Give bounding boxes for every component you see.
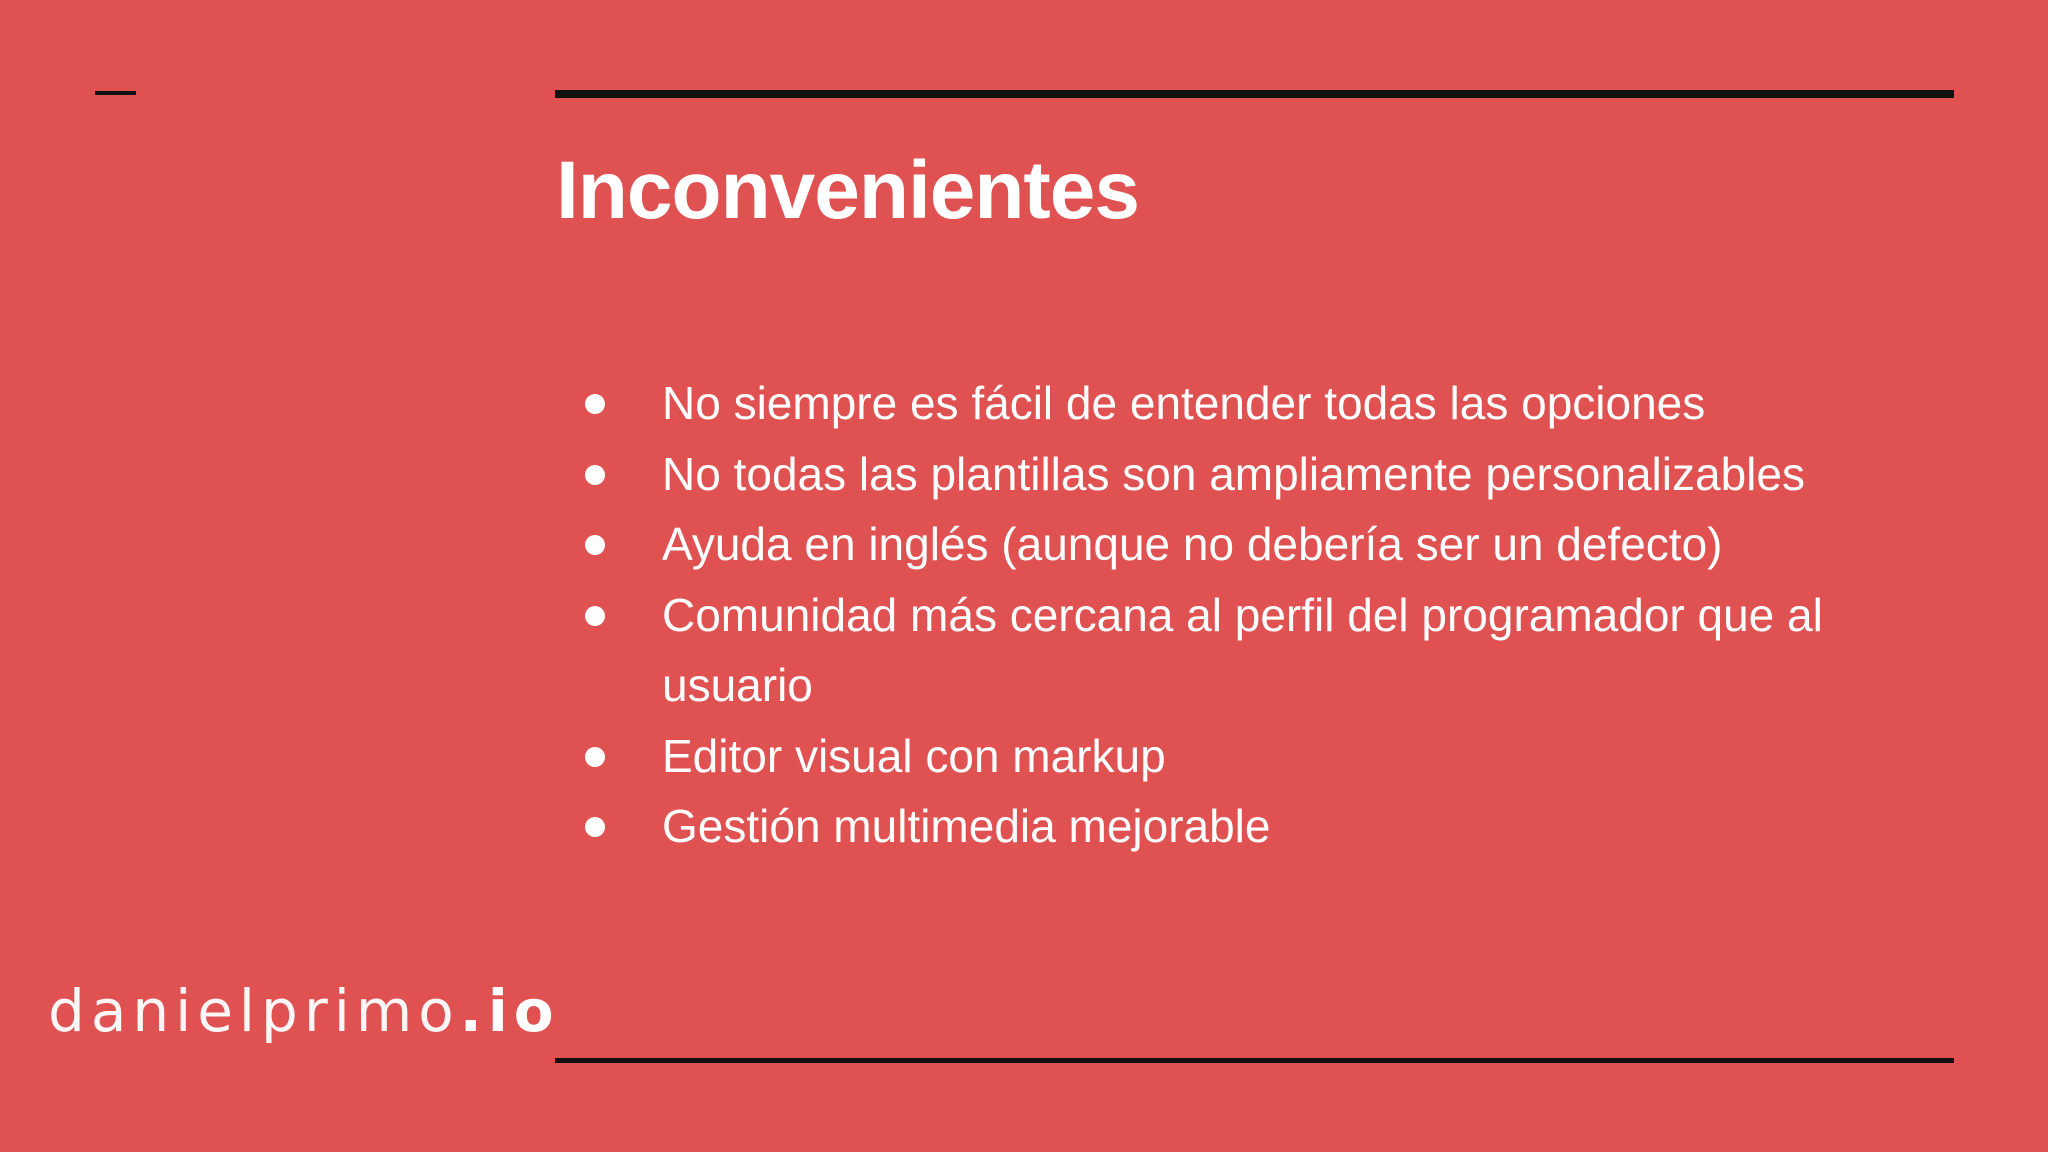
bullet-item bbox=[570, 791, 1950, 862]
bullet-dot-icon bbox=[585, 747, 605, 767]
logo-part-domain: .io bbox=[459, 977, 560, 1045]
bullet-dot-icon bbox=[585, 394, 605, 414]
bullet-dot-icon bbox=[585, 535, 605, 555]
top-rule bbox=[555, 90, 1954, 98]
bullet-item bbox=[570, 368, 1950, 439]
bottom-rule bbox=[555, 1058, 1954, 1063]
logo-part-daniel: daniel bbox=[48, 977, 262, 1045]
bullet-text: Gestión multimedia mejorable bbox=[662, 800, 1271, 852]
bullet-item bbox=[570, 439, 1950, 510]
bullet-list bbox=[570, 368, 1950, 862]
decorative-dash bbox=[95, 91, 136, 95]
bullet-item bbox=[570, 580, 1950, 721]
bullet-dot-icon bbox=[585, 606, 605, 626]
bullet-text: Editor visual con markup bbox=[662, 729, 1166, 782]
bullet-text: No todas las plantillas son ampliamente personalizables bbox=[662, 447, 1805, 500]
slide-title: Inconvenientes bbox=[556, 145, 1139, 236]
bullet-item bbox=[570, 509, 1950, 580]
bullet-dot-icon bbox=[585, 465, 605, 485]
logo-part-primo: primo bbox=[261, 977, 460, 1045]
bullet-text: Comunidad más cercana al perfil del programador que al usuario bbox=[662, 588, 1823, 711]
brand-logo bbox=[48, 977, 560, 1045]
bullet-text: No siempre es fácil de entender todas las opciones bbox=[662, 377, 1706, 429]
bullet-text: Ayuda en inglés (aunque no debería ser un defecto) bbox=[662, 518, 1723, 570]
bullet-item bbox=[570, 721, 1950, 792]
bullet-dot-icon bbox=[585, 817, 605, 837]
